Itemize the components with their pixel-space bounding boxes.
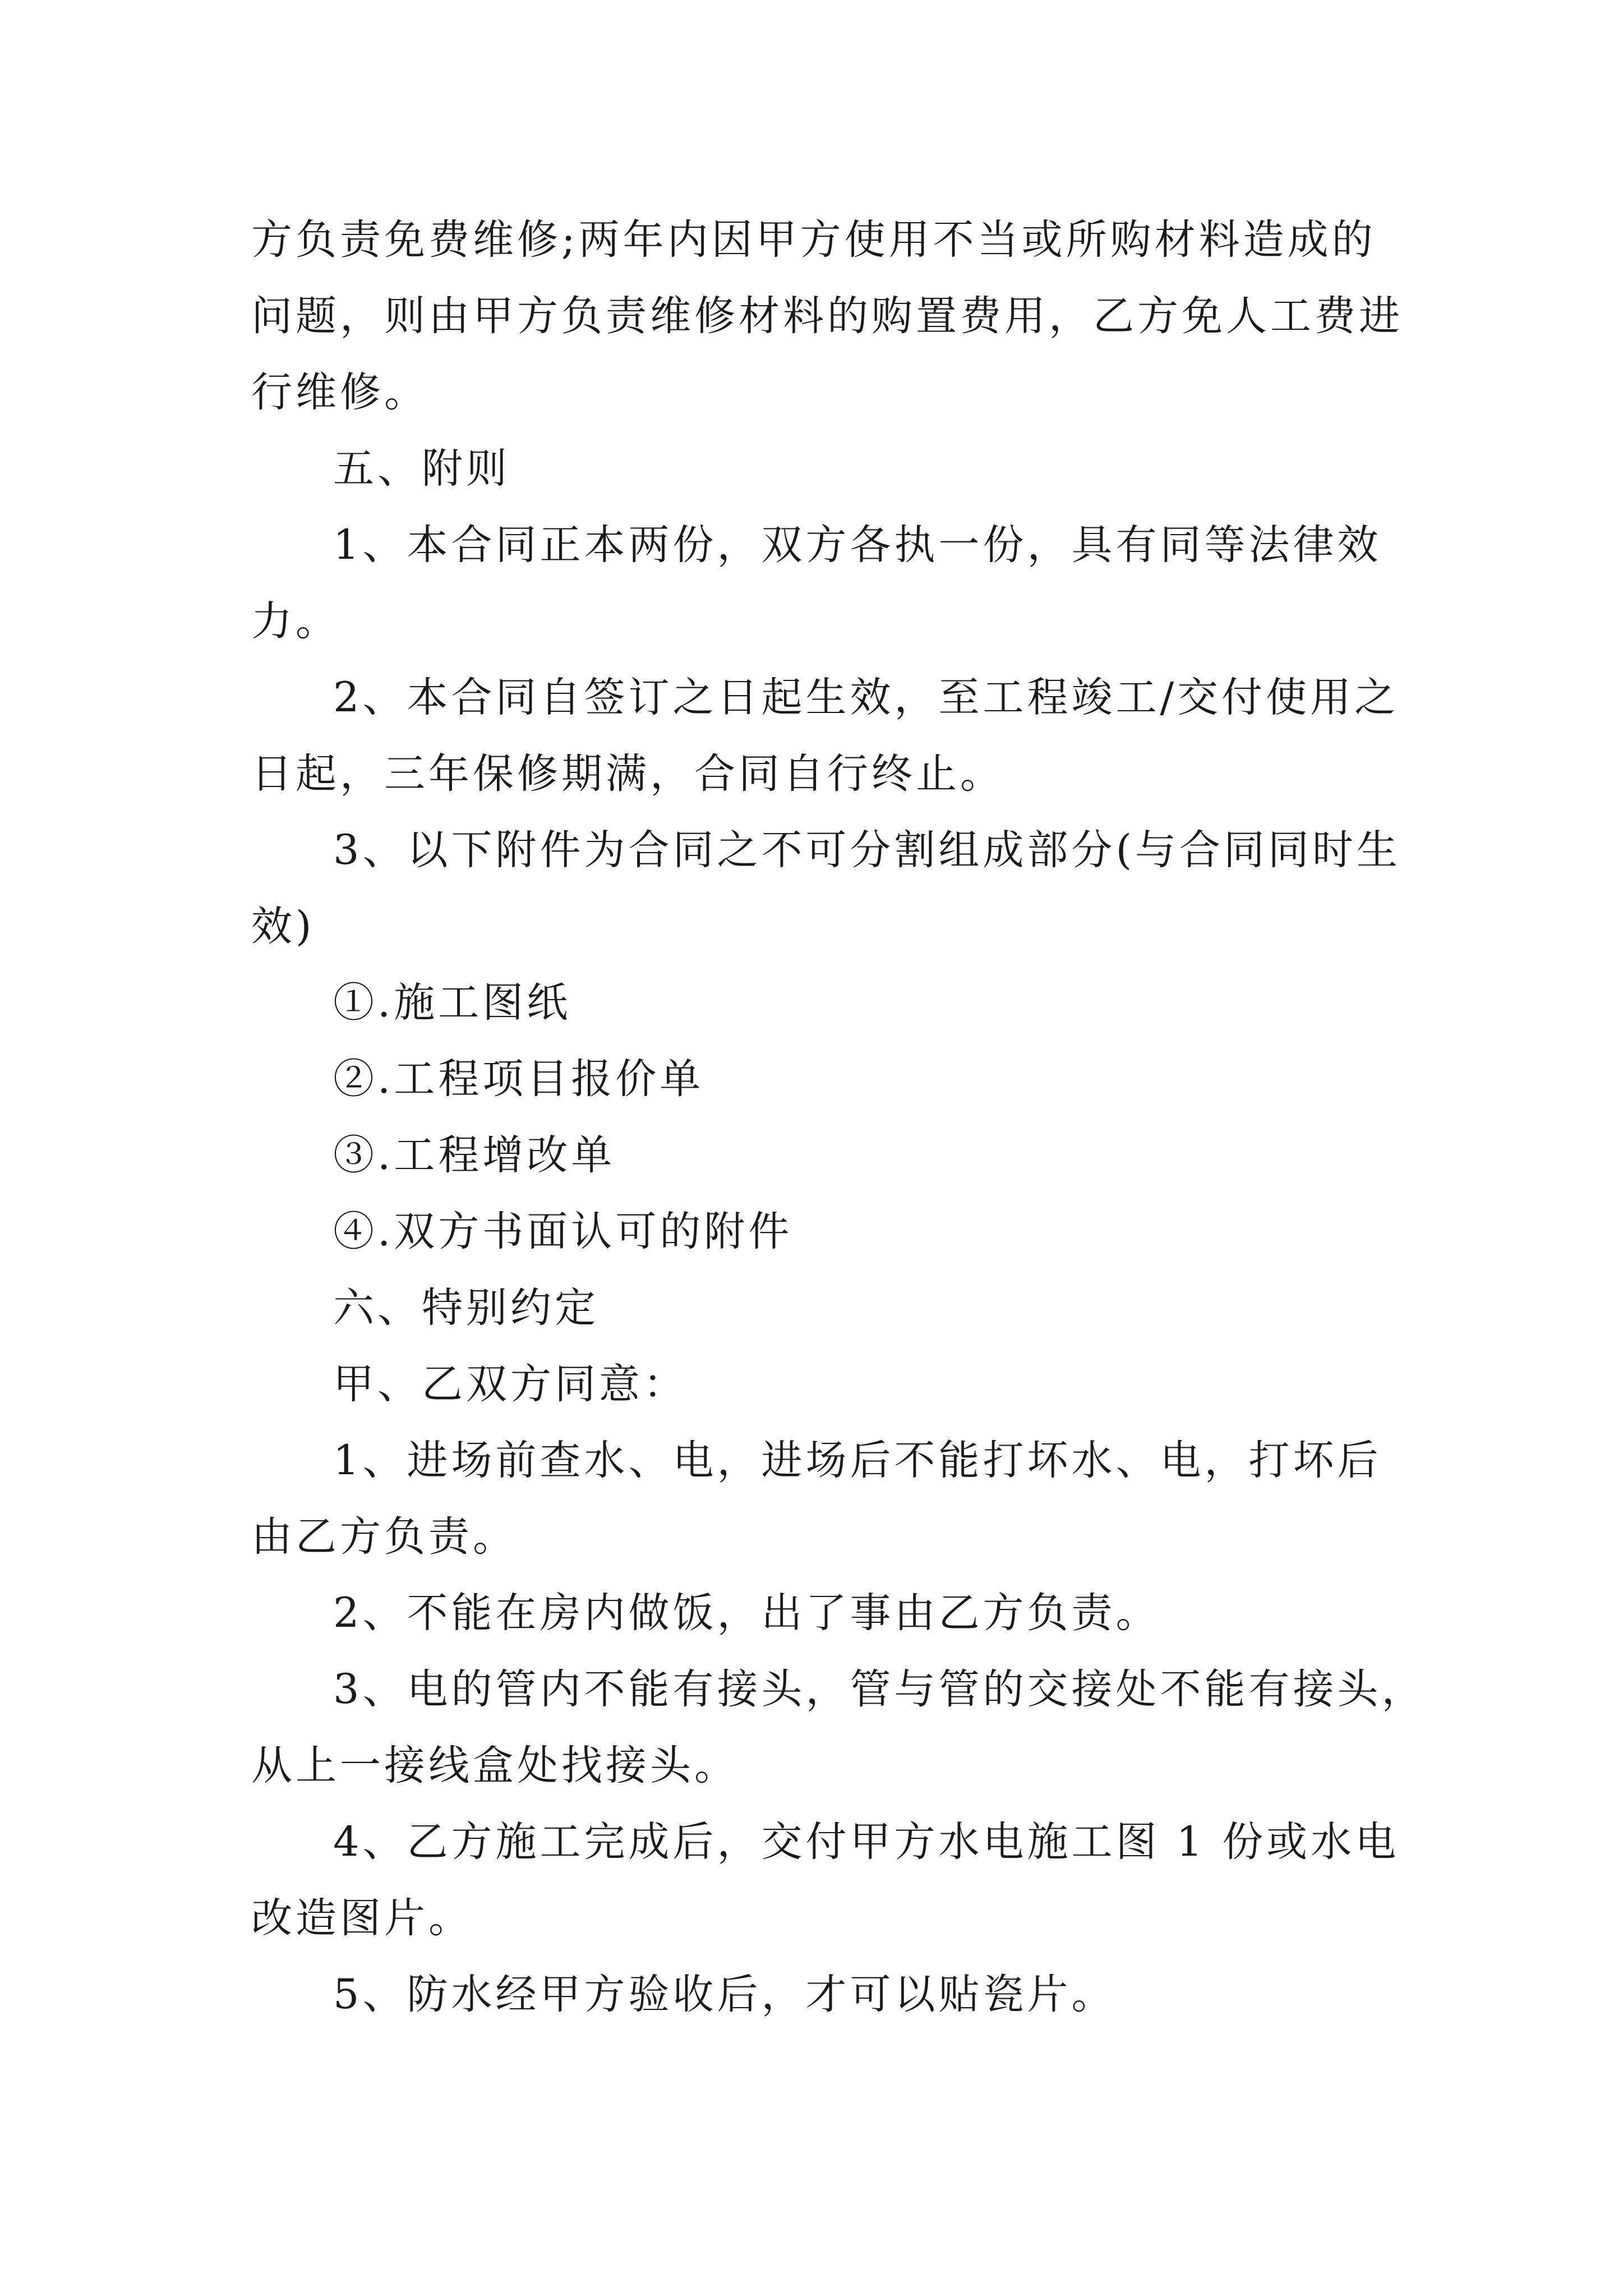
list-item: ①.施工图纸 — [333, 979, 571, 1027]
list-item: ②.工程项目报价单 — [333, 1055, 704, 1103]
paragraph-line: 行维修。 — [251, 369, 428, 416]
paragraph-line: 3、电的管内不能有接头，管与管的交接处不能有接头， — [333, 1665, 1426, 1713]
paragraph-line: 1、本合同正本两份，双方各执一份，具有同等法律效 — [333, 521, 1382, 569]
list-item: ④.双方书面认可的附件 — [333, 1208, 793, 1255]
paragraph-line: 由乙方负责。 — [251, 1513, 517, 1561]
list-item: ③.工程增改单 — [333, 1131, 616, 1179]
paragraph-line: 甲、乙双方同意： — [333, 1360, 688, 1408]
paragraph-line: 问题，则由甲方负责维修材料的购置费用，乙方免人工费进 — [251, 292, 1403, 340]
paragraph-line: 2、不能在房内做饭，出了事由乙方负责。 — [333, 1589, 1160, 1637]
paragraph-line: 1、进场前查水、电，进场后不能打坏水、电，打坏后 — [333, 1437, 1382, 1484]
paragraph-line: 从上一接线盒处找接头。 — [251, 1742, 739, 1789]
paragraph-line: 4、乙方施工完成后，交付甲方水电施工图 1 份或水电 — [333, 1818, 1400, 1866]
paragraph-line: 方负责免费维修;两年内因甲方使用不当或所购材料造成的 — [251, 216, 1376, 264]
paragraph-line: 5、防水经甲方验收后，才可以贴瓷片。 — [333, 1971, 1116, 2018]
paragraph-line: 日起，三年保修期满，合同自行终止。 — [251, 750, 1004, 798]
paragraph-line: 3、以下附件为合同之不可分割组成部分(与合同同时生 — [333, 826, 1401, 874]
section-heading: 六、特别约定 — [333, 1284, 599, 1332]
paragraph-line: 改造图片。 — [251, 1894, 473, 1942]
paragraph-line: 效) — [251, 903, 315, 950]
contract-text — [251, 202, 1426, 2033]
paragraph-line: 2、本合同自签订之日起生效，至工程竣工/交付使用之 — [333, 674, 1399, 721]
section-heading: 五、附则 — [333, 445, 510, 493]
paragraph-line: 力。 — [251, 597, 340, 645]
